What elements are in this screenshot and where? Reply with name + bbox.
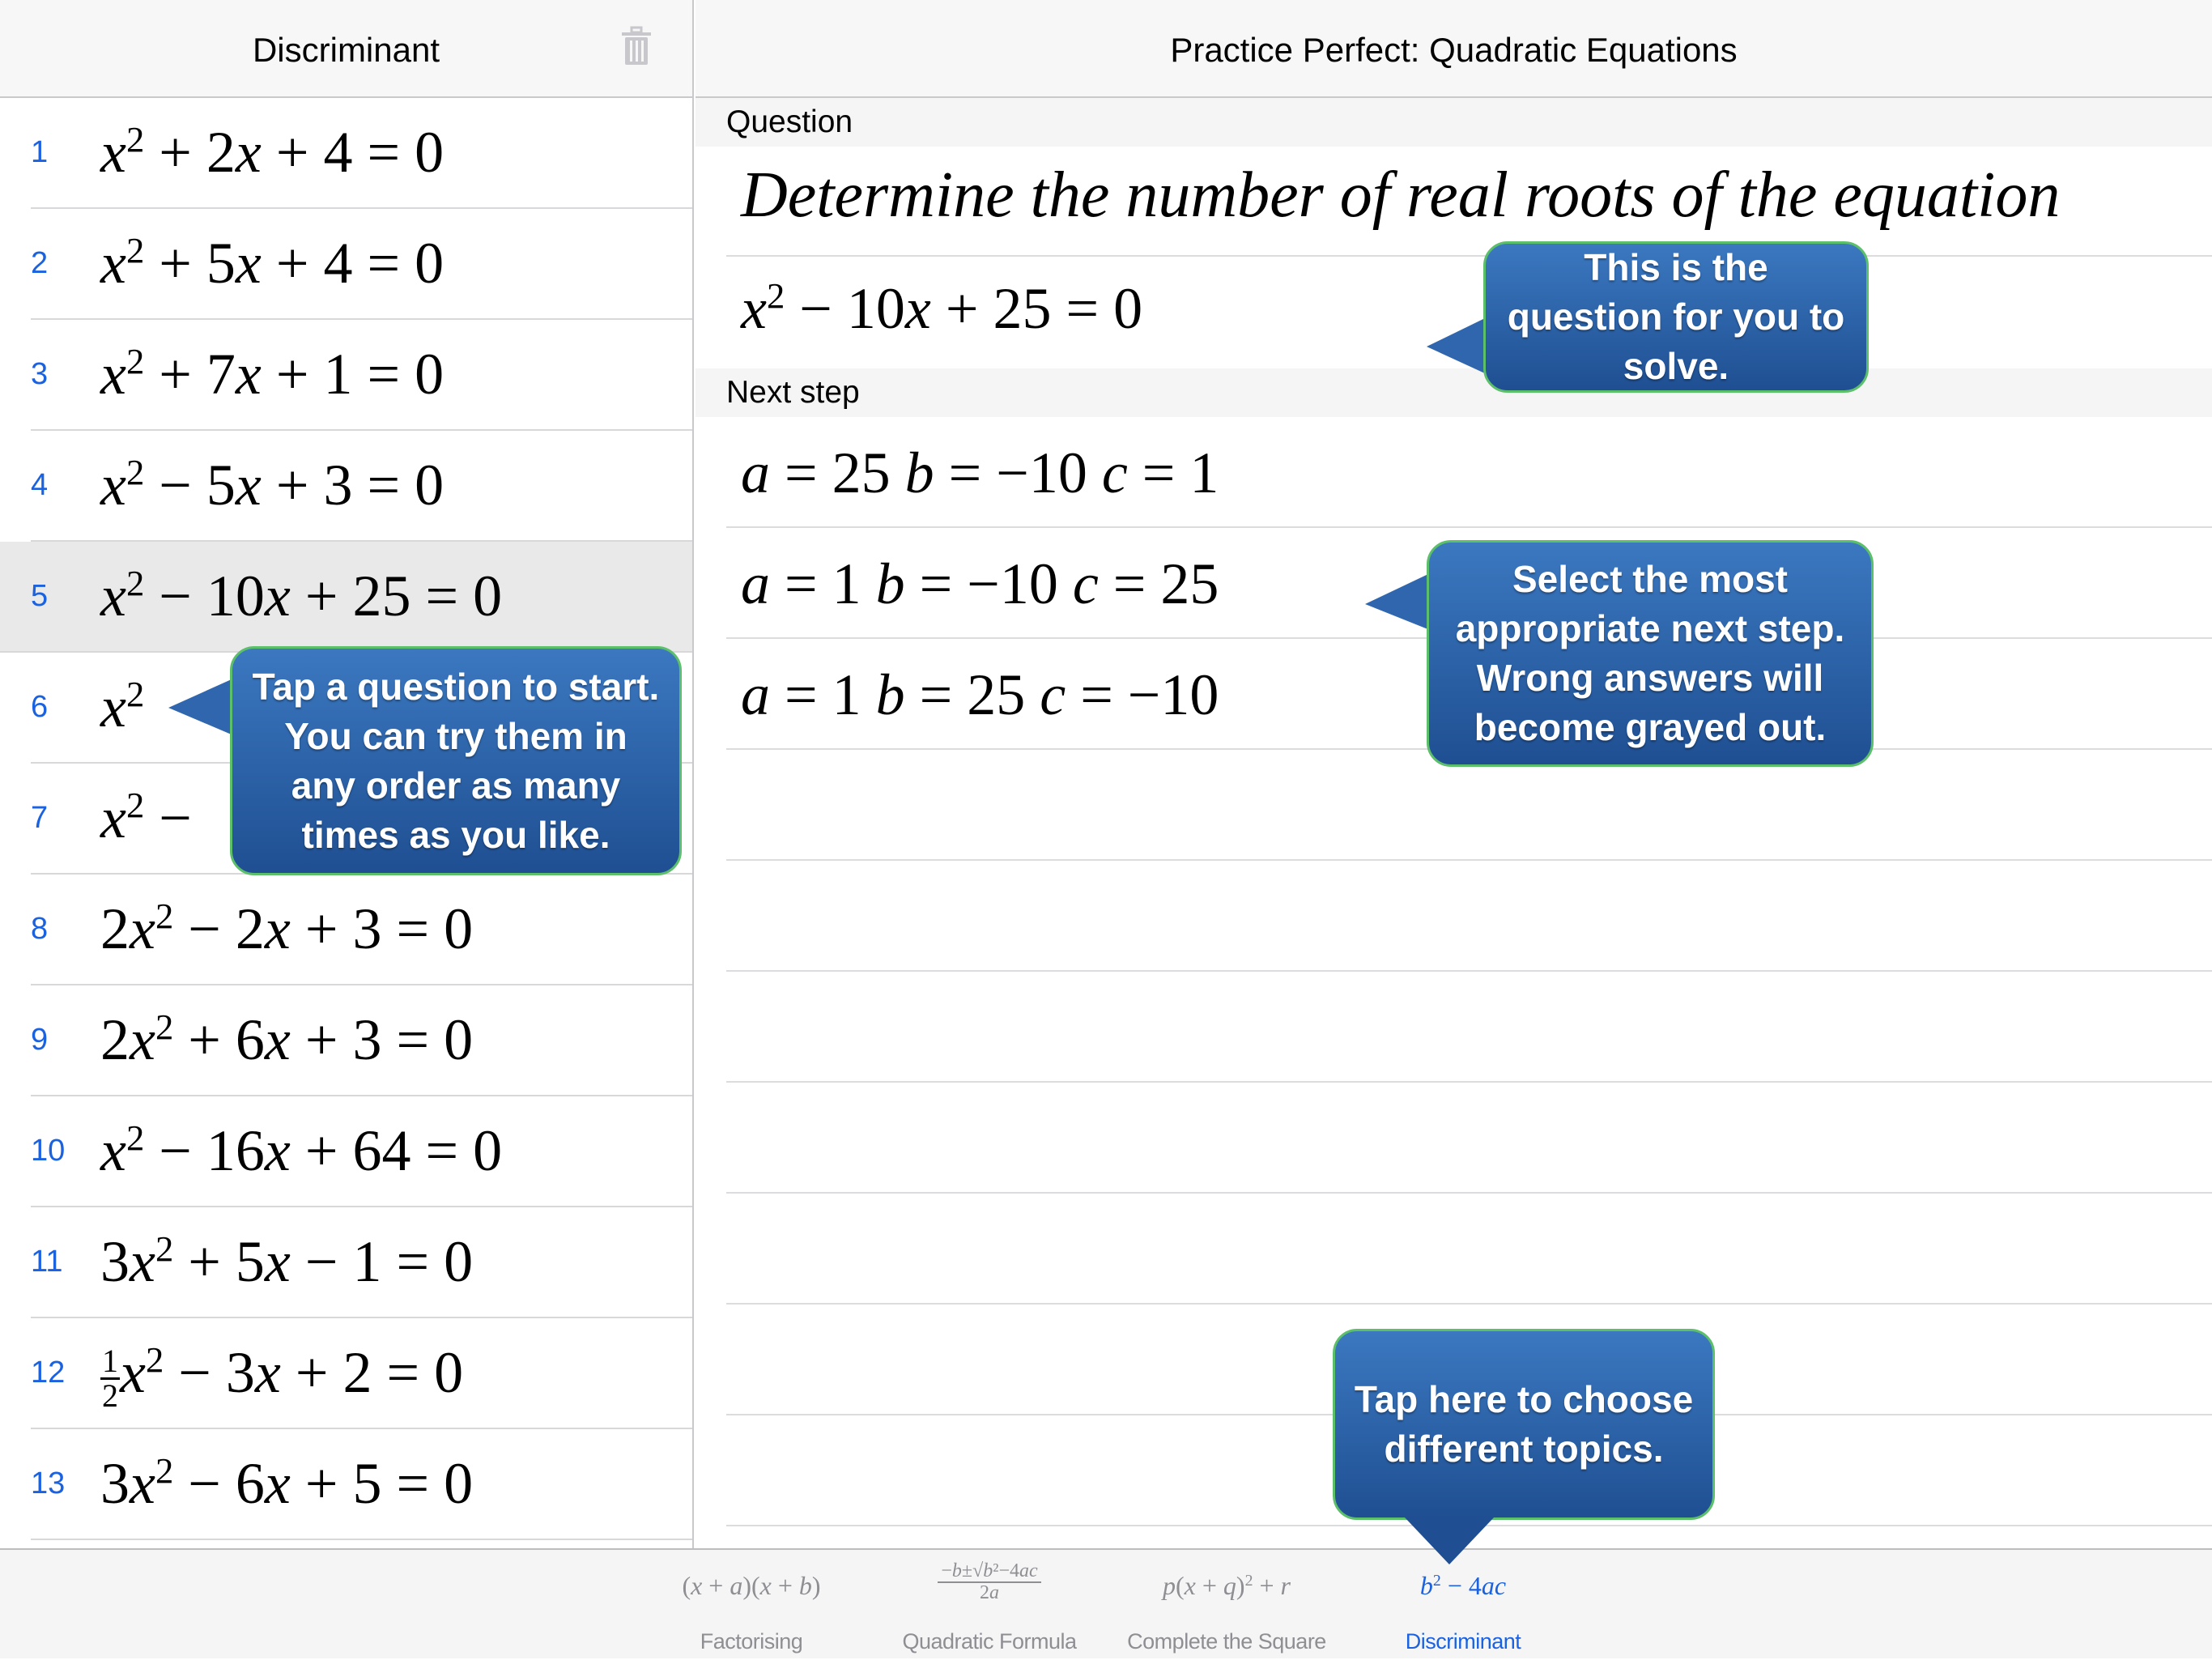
question-equation: $3x^2 + 5x - 1 = 0$ xyxy=(100,1228,474,1294)
question-equation: $3x^2 - 6x + 5 = 0$ xyxy=(100,1450,474,1516)
answer-option[interactable] xyxy=(726,417,2212,528)
question-equation: $x^2 - 10x + 25 = 0$ xyxy=(741,275,1143,341)
tab-label: Quadratic Formula xyxy=(902,1629,1077,1654)
question-number: 9 xyxy=(31,1023,49,1057)
tab-label: Factorising xyxy=(700,1629,803,1654)
question-section-header xyxy=(696,98,2212,147)
divider xyxy=(726,255,2212,257)
question-equation: $x^2$ − xyxy=(100,785,192,850)
callout-text: Tap here to choose different topics. xyxy=(1354,1378,1694,1470)
empty-row xyxy=(726,1083,2212,1194)
question-number: 5 xyxy=(31,579,49,613)
topic-tab-bar xyxy=(0,1548,2212,1658)
callout-text: Tap a question to start. You can try them in any order as many times as you like. xyxy=(252,665,660,856)
question-equation: $x^2$ xyxy=(100,674,145,739)
empty-row xyxy=(726,1194,2212,1305)
question-heading: Question xyxy=(726,104,853,139)
callout-pointer xyxy=(168,679,233,735)
question-equation: $2x^2 + 6x + 3 = 0$ xyxy=(100,1007,474,1072)
answer-text: a = 1 b = 25 c = −10 xyxy=(741,662,1219,727)
tab-factorising[interactable] xyxy=(634,1550,869,1660)
tab-label: Discriminant xyxy=(1405,1629,1521,1654)
question-number: 10 xyxy=(31,1134,66,1168)
tab-discriminant[interactable] xyxy=(1346,1550,1580,1660)
question-number: 8 xyxy=(31,912,49,946)
list-item[interactable] xyxy=(31,875,692,985)
callout-topic-tip xyxy=(1333,1329,1715,1520)
callout-pointer xyxy=(1365,573,1430,630)
tab-complete-the-square[interactable] xyxy=(1109,1550,1344,1660)
question-equation: $x^2 - 10x + 25 = 0$ xyxy=(100,563,503,628)
callout-text: Select the most appropriate next step. Wrong answers will become grayed out. xyxy=(1455,558,1845,748)
list-item[interactable] xyxy=(31,1429,692,1540)
tab-quadratic-formula[interactable] xyxy=(872,1550,1107,1660)
callout-pointer xyxy=(1405,1517,1494,1564)
next-step-section-header xyxy=(696,368,2212,417)
trash-icon[interactable] xyxy=(620,26,653,66)
list-item[interactable] xyxy=(31,985,692,1096)
question-number: 3 xyxy=(31,357,49,391)
question-equation: $x^2 + 2x + 4 = 0$ xyxy=(100,119,445,185)
empty-row xyxy=(726,861,2212,972)
question-text: Determine the number of real roots of the equation xyxy=(741,160,2061,231)
callout-list-tip xyxy=(230,646,682,875)
list-item-selected[interactable] xyxy=(0,542,692,653)
question-equation: $x^2 - 5x + 3 = 0$ xyxy=(100,452,445,517)
list-item[interactable] xyxy=(31,320,692,431)
question-number: 1 xyxy=(31,135,49,169)
list-title: Discriminant xyxy=(252,31,440,69)
callout-text: This is the question for you to solve. xyxy=(1507,246,1845,387)
next-step-heading: Next step xyxy=(726,375,860,410)
question-number: 12 xyxy=(31,1356,66,1390)
factorising-icon: (x + a)(x + b) xyxy=(682,1571,821,1600)
answer-text: a = 1 b = −10 c = 25 xyxy=(741,551,1219,616)
empty-row xyxy=(726,972,2212,1083)
list-item[interactable] xyxy=(31,209,692,320)
list-item[interactable] xyxy=(31,1318,692,1429)
practice-pane xyxy=(696,0,2212,1548)
tab-label: Complete the Square xyxy=(1127,1629,1326,1654)
question-equation: $x^2 + 7x + 1 = 0$ xyxy=(100,341,445,406)
question-number: 2 xyxy=(31,246,49,280)
question-number: 6 xyxy=(31,690,49,724)
app-header xyxy=(696,0,2212,98)
question-equation: $2x^2 - 2x + 3 = 0$ xyxy=(100,896,474,961)
list-item[interactable] xyxy=(31,1207,692,1318)
discriminant-icon: $b^2 - 4ac$ xyxy=(1419,1571,1507,1600)
app-title: Practice Perfect: Quadratic Equations xyxy=(1170,31,1738,69)
question-equation: $x^2 - 16x + 64 = 0$ xyxy=(100,1117,503,1183)
question-equation: $\frac{1}{2}$ $x^2 - 3x + 2 = 0$ xyxy=(102,1339,464,1414)
quadratic-formula-icon: $\frac{\text{−b±√b²−4ac}}{2a}$ xyxy=(872,1561,1107,1603)
callout-question-tip xyxy=(1483,241,1869,393)
answer-text: a = 25 b = −10 c = 1 xyxy=(741,441,1219,505)
question-number: 4 xyxy=(31,468,49,502)
question-number: 7 xyxy=(31,801,49,835)
list-item[interactable] xyxy=(31,431,692,542)
question-number: 13 xyxy=(31,1466,66,1500)
callout-pointer xyxy=(1427,317,1487,374)
list-item[interactable] xyxy=(31,98,692,209)
question-equation: $x^2 + 5x + 4 = 0$ xyxy=(100,230,445,296)
callout-step-tip xyxy=(1427,540,1874,767)
list-header xyxy=(0,0,692,98)
question-number: 11 xyxy=(31,1245,63,1279)
complete-square-icon: $p(x + q)^2 + r$ xyxy=(1163,1571,1291,1600)
list-item[interactable] xyxy=(31,1096,692,1207)
